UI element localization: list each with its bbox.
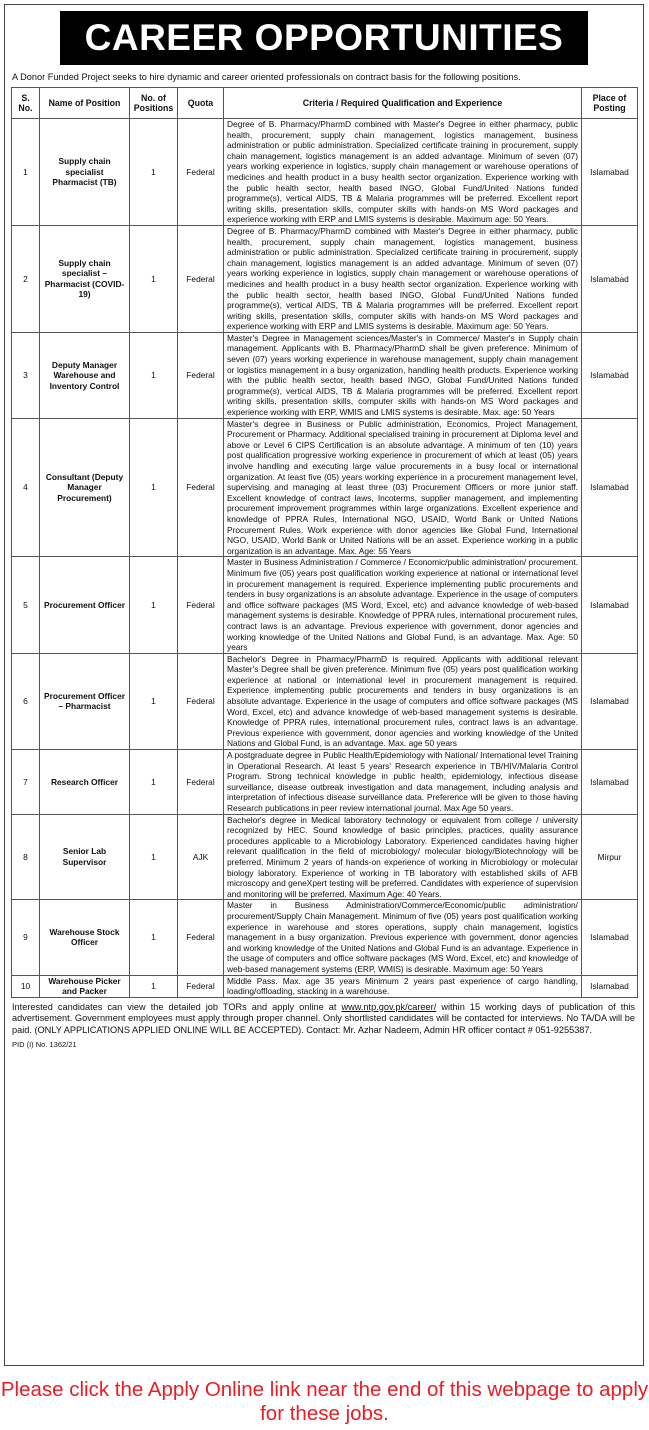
- row-position-name: Warehouse Stock Officer: [40, 900, 130, 975]
- instructions-text-start: Interested candidates can view the detailed job TORs and apply online at: [12, 1001, 342, 1012]
- row-criteria: A postgraduate degree in Public Health/Epidemiology with National/ International level Training in Operational Research. At least 5 years' Research experience in TB/HIV/Malaria Control Program. Strong technical knowledge in public health, epidemiology, infectious disease surveillance, disease outbreak investigation and data management, including analysis and interpretation of infectious disease surveillance data. Preference will be given to those having Research publications in peer review international journal. Max Age 50 years.: [224, 750, 582, 815]
- row-place-of-posting: Islamabad: [582, 332, 638, 418]
- table-row: [12, 557, 638, 653]
- row-sno: 1: [12, 119, 40, 226]
- pid-number: PID (I) No. 1362/21: [12, 1039, 77, 1049]
- row-sno: 7: [12, 750, 40, 815]
- positions-table: [11, 87, 638, 998]
- instructions-text-end: within 15 working days of publication of this advertisement. Government employees must apply through proper channel. Only shortlisted candidates will be contacted for interviews. No TA/DA will be paid. (ONLY APPLICATIONS APPLIED ONLINE WILL BE ACCEPTED). Contact: Mr. Azhar Nadeem, Admin HR officer contact # 051-9255387.: [12, 1001, 635, 1035]
- row-quota: Federal: [178, 332, 224, 418]
- row-position-name: Research Officer: [40, 750, 130, 815]
- header-position: Name of Position: [40, 88, 130, 119]
- row-position-name: Supply chain specialist – Pharmacist (COVID-19): [40, 225, 130, 332]
- table-header-row: [12, 88, 638, 119]
- row-place-of-posting: Islamabad: [582, 225, 638, 332]
- table-row: [12, 750, 638, 815]
- row-position-name: Procurement Officer – Pharmacist: [40, 653, 130, 749]
- row-sno: 8: [12, 814, 40, 900]
- row-position-name: Deputy Manager Warehouse and Inventory Control: [40, 332, 130, 418]
- header-quota: Quota: [178, 88, 224, 119]
- table-row: [12, 225, 638, 332]
- intro-text: A Donor Funded Project seeks to hire dynamic and career oriented professionals on contract basis for the following positions.: [12, 72, 521, 82]
- row-criteria: Master in Business Administration/Commerce/Economic/public administration/ procurement/Supply Chain Management. Minimum of five (05) years post qualification working experience in warehouse and stores operations, supply chain management, logistics management in a busy organization. Previous experience with government, donor agencies and working knowledge of the United Nations and Global Fund is an advantage. Experience in the usage of computers and office software packages (MS Word, Excel, etc) and knowledge of web-based management systems (ERP, WMIS) is desirable. Maximum age: 50 Years: [224, 900, 582, 975]
- table-row: [12, 814, 638, 900]
- row-positions-count: 1: [130, 900, 178, 975]
- row-criteria: Degree of B. Pharmacy/PharmD combined with Master's Degree in either pharmacy, public health, procurement, supply chain management, logistics management, business administration or public administration. Specialized certificate training in procurement, supply chain management, logistics management is an added advantage. Minimum of seven (07) years working experience in logistics, supply chain management or warehouse operations of medicines and health product in a busy health sector organization. Experience working with the public health sector, health based INGO, Global Fund/United Nations funded programme(s), vertical AIDS, TB & Malaria programmes will be preferred. Excellent report writing skills, presentation skills, computer skills with hands-on MS Word packages and experience working with ERP and LMIS systems is desirable. Maximum age: 50 Years.: [224, 119, 582, 226]
- row-sno: 4: [12, 418, 40, 557]
- row-positions-count: 1: [130, 814, 178, 900]
- row-position-name: Senior Lab Supervisor: [40, 814, 130, 900]
- row-position-name: Consultant (Deputy Manager Procurement): [40, 418, 130, 557]
- row-quota: Federal: [178, 119, 224, 226]
- row-place-of-posting: Islamabad: [582, 557, 638, 653]
- row-sno: 6: [12, 653, 40, 749]
- row-criteria: Middle Pass. Max. age 35 years Minimum 2 years past experience of cargo handling, loading/offloading, stacking in a warehouse.: [224, 975, 582, 997]
- row-positions-count: 1: [130, 225, 178, 332]
- row-quota: Federal: [178, 653, 224, 749]
- row-positions-count: 1: [130, 119, 178, 226]
- row-positions-count: 1: [130, 975, 178, 997]
- table-row: [12, 332, 638, 418]
- header-sno: S. No.: [12, 88, 40, 119]
- row-place-of-posting: Islamabad: [582, 975, 638, 997]
- table-row: [12, 653, 638, 749]
- row-quota: Federal: [178, 750, 224, 815]
- row-quota: Federal: [178, 557, 224, 653]
- table-row: [12, 119, 638, 226]
- row-quota: Federal: [178, 225, 224, 332]
- row-place-of-posting: Islamabad: [582, 900, 638, 975]
- row-sno: 2: [12, 225, 40, 332]
- row-quota: AJK: [178, 814, 224, 900]
- table-row: [12, 418, 638, 557]
- header-place: Place of Posting: [582, 88, 638, 119]
- advertisement: [4, 4, 644, 1366]
- row-sno: 9: [12, 900, 40, 975]
- row-place-of-posting: Islamabad: [582, 750, 638, 815]
- header-positions-count: No. of Positions: [130, 88, 178, 119]
- row-place-of-posting: Mirpur: [582, 814, 638, 900]
- row-place-of-posting: Islamabad: [582, 418, 638, 557]
- row-criteria: Bachelor's Degree in Pharmacy/PharmD is required. Applicants with additional relevant Master's Degree shall be given preference. Minimum five (05) years post qualification working experience at national or international level in procurement management is required. Experience implementing public procurements and tenders in busy organizations is an absolute advantage. Experience in the usage of computers and office software packages (MS Word, Excel, etc) and advance knowledge of web-based management systems is desirable. Knowledge of PPRA rules, international procurement rules, contract laws is an advantage. Previous experience with government, donor agencies and working knowledge of the United Nations and Global Fund, is an advantage. Max. age 50 years: [224, 653, 582, 749]
- row-criteria: Degree of B. Pharmacy/PharmD combined with Master's Degree in either pharmacy, public health, procurement, supply chain management, logistics management, business administration or public administration. Specialized certificate training in procurement, supply chain management, logistics management is an added advantage. Minimum of seven (07) years working experience in logistics, supply chain management or warehouse operations of medicines and health product in a busy health sector organization. Experience working with the public health sector, health based INGO, Global Fund/United Nations funded programme(s), vertical AIDS, TB & Malaria programmes will be preferred. Excellent report writing skills, presentation skills, computer skills with hands-on MS Word packages and experience working with ERP and LMIS systems is desirable. Maximum age: 50 Years.: [224, 225, 582, 332]
- table-row: [12, 975, 638, 997]
- row-positions-count: 1: [130, 557, 178, 653]
- row-quota: Federal: [178, 900, 224, 975]
- row-positions-count: 1: [130, 332, 178, 418]
- row-place-of-posting: Islamabad: [582, 653, 638, 749]
- apply-online-note: Please click the Apply Online link near the end of this webpage to apply for these jobs.: [0, 1378, 649, 1425]
- row-criteria: Master's degree in Business or Public administration, Economics, Project Management, Procurement or Pharmacy. Additional specialised training in procurement at Diploma level and above or Level 6 CIPS Certification is an absolute advantage. A minimum of ten (10) years post qualification progressive working experience in procurement of which at least (05) years involve handling and executing large value procurements in a busy local or international organization. At least five (05) years working experience in a procurement management level, supervising and managing at least three (03) Procurement Officers or more junior staff. Excellent knowledge of contract laws, Incoterms, supplier management, and implementing procurement improvement programmes within large organizations. Excellent experience and knowledge of PPRA Rules, International NGO, USAID, World Bank or United Nations Procurement Rules. Work experience with donor agencies like Global Fund, International NGO, USAID, World Bank or United Nations will be an asset. Experience working in a public organization is an advantage. Max. Age: 55 Years: [224, 418, 582, 557]
- row-sno: 10: [12, 975, 40, 997]
- row-positions-count: 1: [130, 653, 178, 749]
- row-criteria: Bachelor's degree in Medical laboratory technology or equivalent from college / university recognized by HEC. Sound knowledge of basic principles, practices, quality assurance procedures applicable to a Microbiology Laboratory. Experienced candidates having higher relevant qualification in the field of microbiology/ molecular biology/Biotechnology will be preferred. Minimum 2 years of hands-on experience of working in Microbiology or molecular biology laboratory. Experience of working in TB laboratory with established skills of AFB microscopy and geneXpert testing will be preferred. Candidates with experience of supervision and monitoring will be preferred. Maximum Age: 40 Years.: [224, 814, 582, 900]
- row-positions-count: 1: [130, 750, 178, 815]
- page-title: CAREER OPPORTUNITIES: [60, 11, 588, 65]
- row-position-name: Procurement Officer: [40, 557, 130, 653]
- row-position-name: Warehouse Picker and Packer: [40, 975, 130, 997]
- header-criteria: Criteria / Required Qualification and Experience: [224, 88, 582, 119]
- application-instructions: [12, 1002, 635, 1036]
- row-sno: 3: [12, 332, 40, 418]
- row-position-name: Supply chain specialist Pharmacist (TB): [40, 119, 130, 226]
- row-positions-count: 1: [130, 418, 178, 557]
- row-place-of-posting: Islamabad: [582, 119, 638, 226]
- career-link[interactable]: www.ntp.gov.pk/career/: [341, 1001, 437, 1012]
- row-quota: Federal: [178, 975, 224, 997]
- row-criteria: Master in Business Administration / Commerce / Economic/public administration/ procurement. Minimum five (05) years post qualification working experience at national or international level in procurement management is required. Experience implementing public procurements and tenders in busy organizations is an absolute advantage. Experience in the usage of computers and office software packages (MS Word, Excel, etc) and advance knowledge of web-based management systems is desirable. Knowledge of PPRA rules, international procurement rules, contract laws is an advantage. Previous experience with government, donor agencies and working knowledge of the United Nations and Global Fund, is an advantage. Max. Age: 50 years: [224, 557, 582, 653]
- row-criteria: Master's Degree in Management sciences/Master's in Commerce/ Master's in Supply chain management. Applicants with B. Pharmacy/PharmD shall be given preference. Minimum of seven (07) years working experience in warehouse management, supply chain management or logistics management in a busy organization, handling health products. Experience working with the public health sector, health based INGO, Global Fund/United Nations funded programme(s), vertical AIDS, TB & Malaria programmes will be preferred. Excellent report writing skills, presentation skills, computer skills with hands-on MS Word packages and experience working with ERP, WMIS and LMIS systems is desirable. Max. age: 50 Years: [224, 332, 582, 418]
- row-sno: 5: [12, 557, 40, 653]
- row-quota: Federal: [178, 418, 224, 557]
- table-row: [12, 900, 638, 975]
